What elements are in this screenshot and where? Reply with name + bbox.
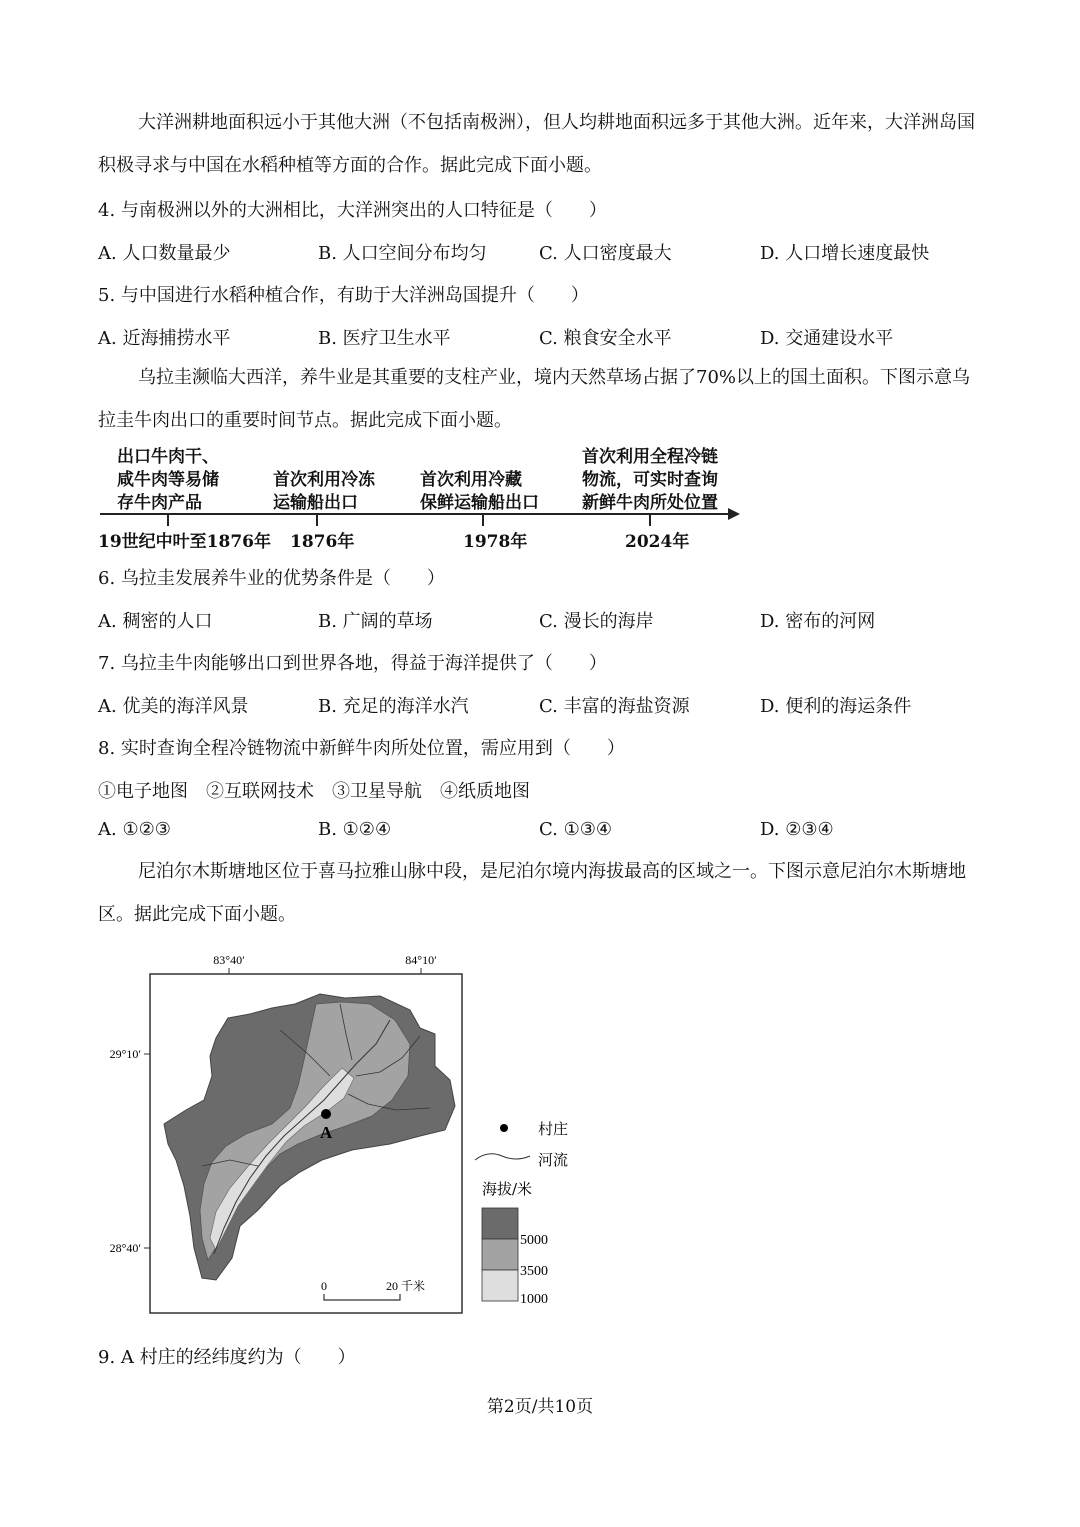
timeline-arrow-icon [728, 508, 740, 520]
question-7-stem: 7. 乌拉圭牛肉能够出口到世界各地，得益于海洋提供了（ ） [98, 653, 607, 674]
intro-oceania: 大洋洲耕地面积远小于其他大洲（不包括南极洲），但人均耕地面积远多于其他大洲。近年来，大洋洲岛国积极寻求与中国在水稻种植等方面的合作。据此完成下面小题。 [98, 112, 975, 176]
timeline-event-4: 首次利用全程冷链 物流，可实时查询 新鲜牛肉所处位置 [582, 447, 718, 513]
legend-village-label: 村庄 [538, 1120, 569, 1138]
legend-elevation-title: 海拔/米 [482, 1180, 533, 1198]
legend-swatch-low [482, 1270, 518, 1301]
option-a[interactable]: A. 稠密的人口 [98, 611, 213, 632]
option-b[interactable]: B. 人口空间分布均匀 [318, 243, 487, 264]
question-5-options [98, 324, 978, 350]
option-c[interactable]: C. 粮食安全水平 [539, 328, 672, 349]
option-a[interactable]: A. 人口数量最少 [98, 243, 231, 264]
legend-river-icon [475, 1154, 530, 1160]
lat-label-2: 28°40′ [109, 1241, 141, 1255]
legend-value-5000: 5000 [520, 1233, 548, 1248]
option-a[interactable]: A. 优美的海洋风景 [98, 696, 249, 717]
option-d[interactable]: D. 密布的河网 [760, 611, 876, 632]
timeline-axis [100, 513, 730, 515]
question-7-options [98, 692, 978, 718]
mustang-map-figure [90, 948, 590, 1323]
question-8-items: ①电子地图 ②互联网技术 ③卫星导航 ④纸质地图 [98, 781, 530, 802]
legend-village-icon [500, 1124, 508, 1132]
option-c[interactable]: C. 丰富的海盐资源 [539, 696, 690, 717]
timeline-tick [649, 514, 651, 526]
timeline-date-4: 2024年 [625, 532, 690, 552]
scale-value: 20 千米 [386, 1279, 426, 1293]
question-6-options [98, 607, 978, 633]
option-b[interactable]: B. 广阔的草场 [318, 611, 433, 632]
question-8-options [98, 819, 978, 845]
timeline-event-3: 首次利用冷藏 保鲜运输船出口 [420, 470, 539, 513]
question-6-stem: 6. 乌拉圭发展养牛业的优势条件是（ ） [98, 568, 445, 589]
intro-mustang: 尼泊尔木斯塘地区位于喜马拉雅山脉中段，是尼泊尔境内海拔最高的区域之一。下图示意尼泊尔木斯塘地区。据此完成下面小题。 [98, 861, 966, 925]
option-a[interactable]: A. ①②③ [98, 819, 171, 840]
option-c[interactable]: C. ①③④ [539, 819, 612, 840]
timeline-tick [482, 514, 484, 526]
question-9-stem: 9. A 村庄的经纬度约为（ ） [98, 1347, 356, 1368]
option-c[interactable]: C. 漫长的海岸 [539, 611, 654, 632]
scale-zero: 0 [321, 1279, 327, 1293]
legend-value-3500: 3500 [520, 1264, 548, 1279]
timeline-date-1: 19世纪中叶至1876年 [98, 532, 271, 552]
question-4-options [98, 239, 978, 265]
legend-swatch-mid [482, 1239, 518, 1270]
uruguay-beef-timeline [100, 443, 750, 555]
option-d[interactable]: D. 交通建设水平 [760, 328, 894, 349]
timeline-date-3: 1978年 [463, 532, 528, 552]
village-a-label: A [320, 1123, 333, 1142]
mustang-map [90, 948, 590, 1323]
option-b[interactable]: B. 医疗卫生水平 [318, 328, 451, 349]
timeline-event-1: 出口牛肉干、 咸牛肉等易储 存牛肉产品 [117, 447, 219, 513]
village-a-marker [321, 1109, 331, 1119]
lat-label-1: 29°10′ [109, 1047, 141, 1061]
option-b[interactable]: B. 充足的海洋水汽 [318, 696, 469, 717]
lon-label-1: 83°40′ [213, 953, 245, 967]
legend-swatch-high [482, 1208, 518, 1239]
lon-label-2: 84°10′ [405, 953, 437, 967]
legend-value-1000: 1000 [520, 1292, 548, 1307]
option-c[interactable]: C. 人口密度最大 [539, 243, 672, 264]
question-4-stem: 4. 与南极洲以外的大洲相比，大洋洲突出的人口特征是（ ） [98, 200, 607, 221]
timeline-tick [316, 514, 318, 526]
option-d[interactable]: D. 人口增长速度最快 [760, 243, 930, 264]
timeline-tick [167, 514, 169, 526]
timeline-date-2: 1876年 [290, 532, 355, 552]
intro-uruguay: 乌拉圭濒临大西洋，养牛业是其重要的支柱产业，境内天然草场占据了70%以上的国土面积。下图示意乌拉圭牛肉出口的重要时间节点。据此完成下面小题。 [98, 367, 971, 431]
question-5-stem: 5. 与中国进行水稻种植合作，有助于大洋洲岛国提升（ ） [98, 285, 589, 306]
page-number: 第2页/共10页 [486, 1397, 594, 1417]
option-d[interactable]: D. ②③④ [760, 819, 834, 840]
timeline-event-2: 首次利用冷冻 运输船出口 [273, 470, 375, 513]
question-8-stem: 8. 实时查询全程冷链物流中新鲜牛肉所处位置，需应用到（ ） [98, 738, 625, 759]
option-d[interactable]: D. 便利的海运条件 [760, 696, 912, 717]
option-b[interactable]: B. ①②④ [318, 819, 392, 840]
legend-river-label: 河流 [538, 1151, 569, 1169]
option-a[interactable]: A. 近海捕捞水平 [98, 328, 231, 349]
